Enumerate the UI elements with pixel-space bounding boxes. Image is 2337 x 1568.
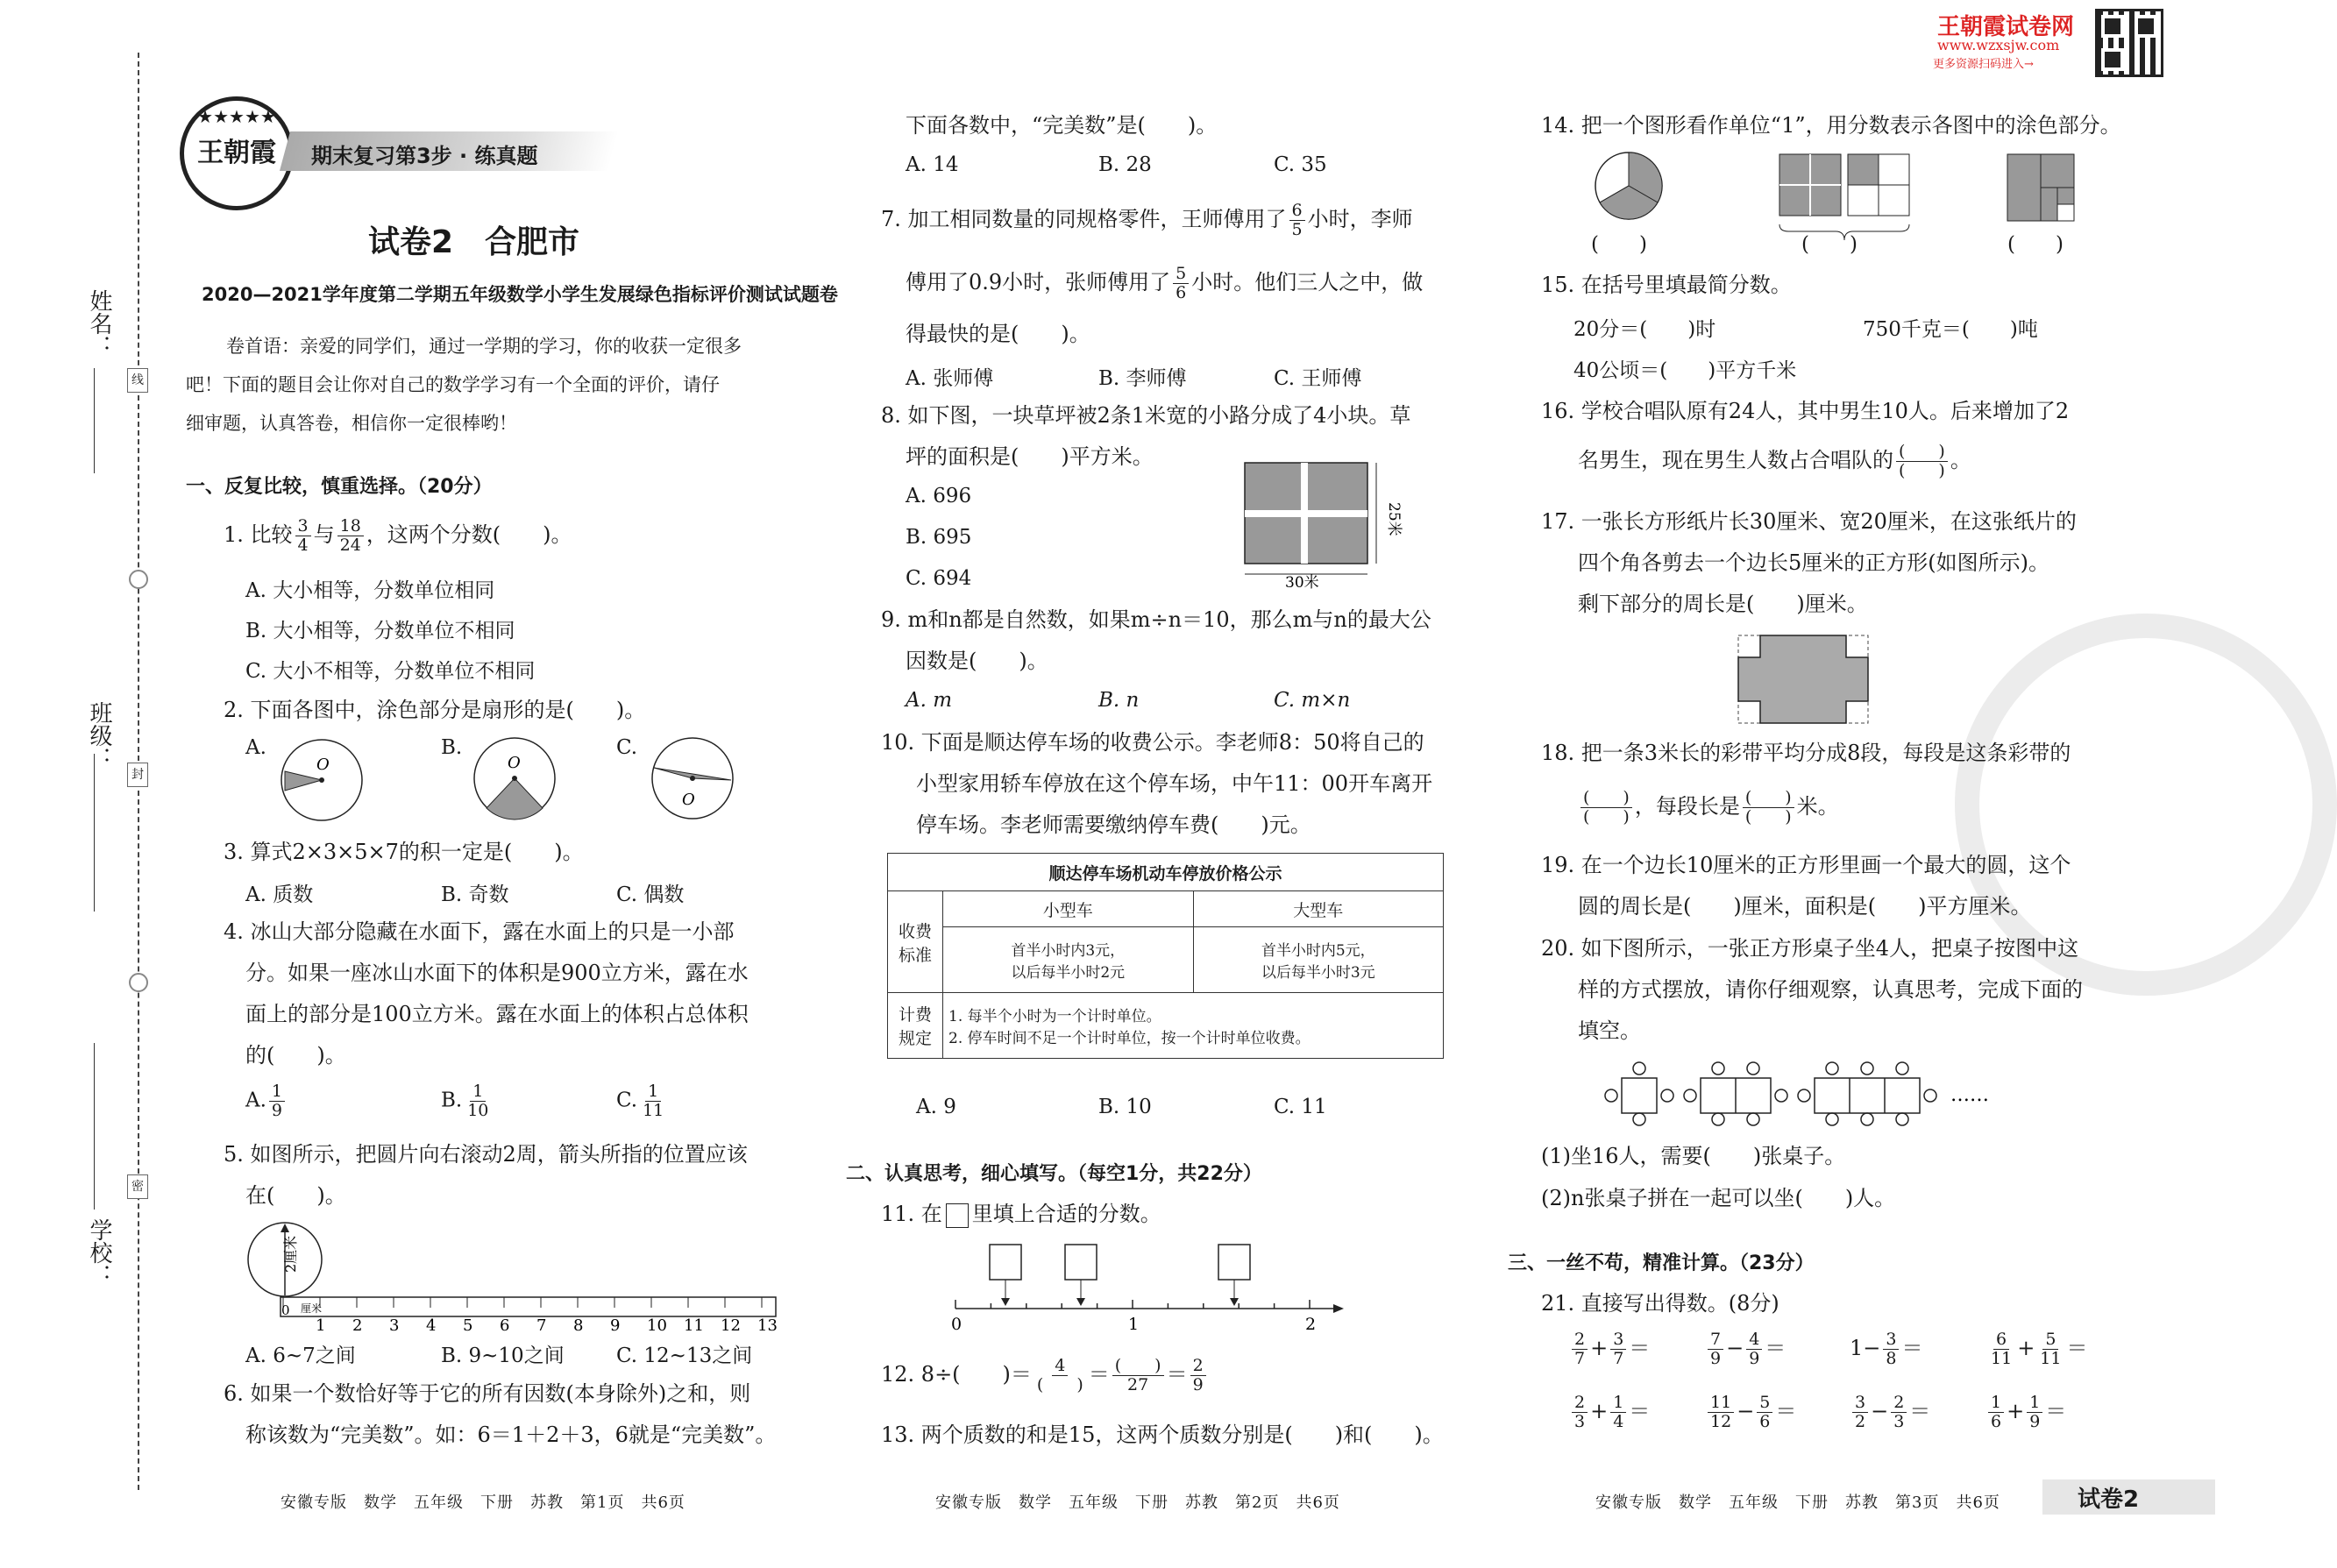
question-4-line: 的( )。 [245,1043,346,1068]
parking-fee-table [887,853,1444,1059]
calc-item[interactable]: $\frac{7}{9}$ − $\frac{4}{9}$ ＝ [1705,1330,1786,1368]
calc-item[interactable]: $\frac{1}{6}$ + $\frac{1}{9}$ ＝ [1985,1394,2066,1431]
section-2-heading: 二、认真思考，细心填写。（每空1分，共22分） [846,1163,1262,1185]
question-20-line: 填空。 [1578,1018,1641,1043]
ellipsis: …… [1950,1084,1989,1106]
rule-label: 计费规定 [888,993,943,1059]
ruler-tick-label: 7 [536,1316,547,1335]
ruler-tick-label: 11 [684,1316,704,1335]
intro-line: 卷首语：亲爱的同学们，通过一学期的学习，你的收获一定很多 [226,336,742,357]
fee-label: 收费标准 [888,891,943,993]
ruler-tick-label: 1 [316,1316,326,1335]
q2-option-c[interactable]: C. [616,736,638,759]
tick-label-2: 2 [1305,1315,1317,1334]
question-4: 4. 冰山大部分隐藏在水面下，露在水面上的只是一小部 [224,919,735,944]
ruler-unit: 厘米 [301,1302,323,1315]
ruler-tick-label: 8 [573,1316,584,1335]
q1-option-b[interactable]: B. 大小相等，分数单位不相同 [245,620,515,642]
question-14: 14. 把一个图形看作单位“1”，用分数表示各图中的涂色部分。 [1541,113,2121,138]
page-footer-1: 安徽专版 数学 五年级 下册 苏教 第1页 共6页 [281,1494,685,1512]
answer-box[interactable] [1065,1245,1097,1280]
site-name[interactable]: 王朝霞试卷网 [1937,14,2075,40]
question-1: 1. 比较 $\frac{3}{4}$ 与 $\frac{18}{24}$ ，这两个分数( )。 [224,516,572,555]
large-car-header: 大型车 [1193,891,1444,927]
binding-hole-icon [129,570,148,589]
q2-figure-a [276,736,368,824]
q5-option-c[interactable]: C. 12~13之间 [616,1345,753,1367]
q17-paper-figure [1736,633,1872,729]
q2-figure-c [647,734,739,822]
ruler-tick-label: 4 [426,1316,437,1335]
question-19-line: 圆的周长是( )厘米，面积是( )平方厘米。 [1578,894,2032,919]
question-9: 9. m和n都是自然数，如果m÷n＝10，那么m与n的最大公 [881,607,1431,632]
question-17-line: 四个角各剪去一个边长5厘米的正方形(如图所示)。 [1578,550,2049,575]
q2-option-b[interactable]: B. [441,736,463,759]
q5-ruler-figure [241,1218,785,1335]
q6-option-a[interactable]: A. 14 [906,153,959,176]
q4-option-c[interactable]: C. $\frac{1}{11}$ [616,1082,664,1120]
ruler-tick-label: 13 [757,1316,778,1335]
ruler-tick-label: 12 [721,1316,741,1335]
binding-tag-secret: 密 [127,1174,148,1199]
lawn-height-label: 25米 [1385,502,1403,536]
question-5: 5. 如图所示，把圆片向右滚动2周，箭头所指的位置应该 [224,1142,748,1167]
question-16-line: 名男生，现在男生人数占合唱队的 $\frac{( )}{( )}$ 。 [1578,442,1971,480]
q15-blank-c[interactable]: 40公顷＝( )平方千米 [1573,359,1797,382]
circle-center-label: O [508,754,521,772]
binding-tag-line: 线 [127,368,148,393]
brand-crown-icon: ★★★★★ [197,106,276,127]
question-8-line: 坪的面积是( )平方米。 [906,444,1154,469]
binding-margin [83,53,144,1490]
circle-center-label: O [316,756,330,774]
question-5-line: 在( )。 [245,1183,346,1208]
page-footer-3: 安徽专版 数学 五年级 下册 苏教 第3页 共6页 [1595,1494,2000,1512]
question-8: 8. 如下图，一块草坪被2条1米宽的小路分成了4小块。草 [881,403,1411,428]
brand-name: 王朝霞 [197,138,276,168]
q6-option-c[interactable]: C. 35 [1274,153,1327,176]
question-6-line: 称该数为“完美数”。如：6＝1＋2＋3，6就是“完美数”。 [245,1423,777,1447]
q15-blank-b[interactable]: 750千克＝( )吨 [1863,318,2038,341]
question-9-line: 因数是( )。 [906,649,1048,673]
billing-rules: 1. 每半个小时为一个计时单位。 2. 停车时间不足一个计时单位，按一个计时单位收费。 [943,993,1444,1059]
paper-tag: 试卷2 [2078,1486,2140,1513]
q9-option-b[interactable]: B. n [1098,689,1140,712]
question-13: 13. 两个质数的和是15，这两个质数分别是( )和( )。 [881,1423,1444,1447]
binding-hole-icon [129,973,148,992]
fee-table-title: 顺达停车场机动车停放价格公示 [888,854,1444,891]
step-badge-text: 期末复习第3步 · 练真题 [311,144,538,168]
lawn-width-label: 30米 [1285,574,1319,592]
site-url[interactable]: www.wzxsjw.com [1937,37,2060,53]
question-4-line: 面上的部分是100立方米。露在水面上的体积占总体积 [245,1002,749,1026]
intro-line: 吧！下面的题目会让你对自己的数学学习有一个全面的评价，请仔 [186,374,720,395]
ruler-tick-label: 3 [389,1316,400,1335]
question-18-line: $\frac{( )}{( )}$ ，每段长是 $\frac{( )}{( )}$ 米。 [1578,789,1839,827]
calc-item[interactable]: $\frac{6}{11}$ + $\frac{5}{11}$ ＝ [1991,1330,2088,1368]
intro-line: 细审题，认真答卷，相信你一定很棒哟！ [186,413,517,434]
question-20-part-1: (1)坐16人，需要( )张桌子。 [1541,1144,1846,1168]
q10-option-c[interactable]: C. 11 [1274,1096,1327,1118]
brand-logo [180,96,294,210]
q8-option-b[interactable]: B. 695 [906,526,972,549]
question-12: 12. 8÷( )＝ $\frac{4}{( )}$ ＝ $\frac{( )}{27}$ ＝ $\frac{2}{9}$ [881,1357,1209,1394]
q4-option-b[interactable]: B. $\frac{1}{10}$ [441,1082,489,1120]
small-car-fee: 首半小时内3元， 以后每半小时2元 [943,927,1194,993]
class-field[interactable] [94,754,95,912]
ruler-tick-label: 2 [352,1316,363,1335]
question-6: 6. 如果一个数恰好等于它的所有因数(本身除外)之和，则 [224,1381,751,1406]
class-label: 班级： [86,701,112,770]
calc-item[interactable]: 1− $\frac{3}{8}$ ＝ [1850,1330,1923,1368]
question-10: 10. 下面是顺达停车场的收费公示。李老师8：50将自己的 [881,730,1424,755]
q8-option-c[interactable]: C. 694 [906,567,972,590]
q10-option-b[interactable]: B. 10 [1098,1096,1152,1118]
calc-item[interactable]: $\frac{2}{7}$ + $\frac{3}{7}$ ＝ [1569,1330,1650,1368]
paper-title: 试卷2 合肥市 [368,224,580,260]
binding-tag-seal: 封 [127,763,148,787]
tick-label-0: 0 [951,1315,963,1334]
large-car-fee: 首半小时内5元， 以后每半小时3元 [1193,927,1444,993]
question-4-line: 分。如果一座冰山水面下的体积是900立方米，露在水 [245,961,749,985]
question-16: 16. 学校合唱队原有24人，其中男生10人。后来增加了2 [1541,399,2070,423]
q2-option-a[interactable]: A. [245,736,266,759]
q14-answer-3[interactable]: ( ) [2007,233,2064,256]
ruler-tick-label: 10 [647,1316,667,1335]
section-3-heading: 三、一丝不苟，精准计算。（23分） [1508,1252,1815,1274]
q14-answer-2[interactable]: ( ) [1801,233,1858,256]
q5-option-b[interactable]: B. 9~10之间 [441,1345,565,1367]
answer-box-icon [946,1203,969,1228]
q20-table-figure [1600,1061,2056,1126]
qr-code-icon[interactable] [2095,9,2163,77]
page-footer-2: 安徽专版 数学 五年级 下册 苏教 第2页 共6页 [935,1494,1340,1512]
tick-label-1: 1 [1128,1315,1140,1334]
question-2: 2. 下面各图中，涂色部分是扇形的是( )。 [224,698,646,722]
name-label: 姓名： [86,289,112,358]
section-1-heading: 一、反复比较，慎重选择。（20分） [186,476,493,498]
site-hint: 更多资源扫码进入→ [1933,58,2034,71]
q5-option-a[interactable]: A. 6~7之间 [245,1345,356,1367]
q9-option-c[interactable]: C. m×n [1274,689,1351,712]
calc-item[interactable]: $\frac{2}{3}$ + $\frac{1}{4}$ ＝ [1569,1394,1650,1431]
diameter-label: 2厘米 [282,1235,299,1273]
q7-option-c[interactable]: C. 王师傅 [1274,367,1362,390]
q9-option-a[interactable]: A. m [906,689,953,712]
q1-option-a[interactable]: A. 大小相等，分数单位相同 [245,579,495,602]
question-18: 18. 把一条3米长的彩带平均分成8段，每段是这条彩带的 [1541,741,2071,765]
question-6-line: 下面各数中，“完美数”是( )。 [906,113,1218,138]
calc-item[interactable]: $\frac{11}{12}$ − $\frac{5}{6}$ ＝ [1705,1394,1796,1431]
ruler-tick-label: 0 [281,1302,290,1318]
q10-option-a[interactable]: A. 9 [916,1096,956,1118]
q3-option-b[interactable]: B. 奇数 [441,883,509,906]
q8-lawn-figure [1236,454,1403,592]
calc-item[interactable]: $\frac{3}{2}$ − $\frac{2}{3}$ ＝ [1850,1394,1930,1431]
answer-box[interactable] [990,1245,1021,1280]
question-20-line: 样的方式摆放，请你仔细观察，认真思考，完成下面的 [1578,977,2083,1002]
question-7: 7. 加工相同数量的同规格零件，王师傅用了 $\frac{6}{5}$ 小时，李师 [881,201,1413,239]
question-3: 3. 算式2×3×5×7的积一定是( )。 [224,840,584,864]
q4-option-a[interactable]: A. $\frac{1}{9}$ [245,1082,288,1120]
question-10-line: 小型家用轿车停放在这个停车场，中午11：00开车离开 [916,771,1433,796]
question-11: 11. 在 里填上合适的分数。 [881,1202,1161,1226]
ruler-tick-label: 6 [500,1316,510,1335]
question-7-line: 得最快的是( )。 [906,322,1090,346]
q7-option-b[interactable]: B. 李师傅 [1098,367,1187,390]
circle-center-label: O [682,791,695,809]
q3-option-c[interactable]: C. 偶数 [616,883,685,906]
question-20: 20. 如下图所示，一张正方形桌子坐4人，把桌子按图中这 [1541,936,2079,961]
q8-option-a[interactable]: A. 696 [906,485,972,507]
q14-answer-1[interactable]: ( ) [1591,233,1647,256]
question-17: 17. 一张长方形纸片长30厘米、宽20厘米，在这张纸片的 [1541,509,2077,534]
q1-option-c[interactable]: C. 大小不相等，分数单位不相同 [245,660,536,683]
question-15: 15. 在括号里填最简分数。 [1541,273,1792,297]
school-field[interactable] [94,1043,95,1210]
q3-option-a[interactable]: A. 质数 [245,883,314,906]
q15-blank-a[interactable]: 20分＝( )时 [1573,318,1716,341]
q6-option-b[interactable]: B. 28 [1098,153,1152,176]
school-label: 学校： [86,1218,112,1287]
ruler-tick-label: 5 [463,1316,473,1335]
q2-figure-b [469,734,561,822]
question-10-line: 停车场。李老师需要缴纳停车费( )元。 [916,812,1311,837]
question-7-line: 傅用了0.9小时，张师傅用了 $\frac{5}{6}$ 小时。他们三人之中，做 [906,264,1424,302]
q7-option-a[interactable]: A. 张师傅 [906,367,994,390]
paper-subtitle: 2020—2021学年度第二学期五年级数学小学生发展绿色指标评价测试试题卷 [202,284,838,305]
small-car-header: 小型车 [943,891,1194,927]
question-20-part-2: (2)n张桌子拼在一起可以坐( )人。 [1541,1186,1896,1210]
question-17-line: 剩下部分的周长是( )厘米。 [1578,592,1868,616]
question-19: 19. 在一个边长10厘米的正方形里画一个最大的圆，这个 [1541,853,2071,877]
q11-number-line [942,1240,1354,1337]
ruler-tick-label: 9 [610,1316,621,1335]
answer-box[interactable] [1218,1245,1250,1280]
name-field[interactable] [94,368,95,473]
question-21: 21. 直接写出得数。(8分) [1541,1291,1779,1316]
